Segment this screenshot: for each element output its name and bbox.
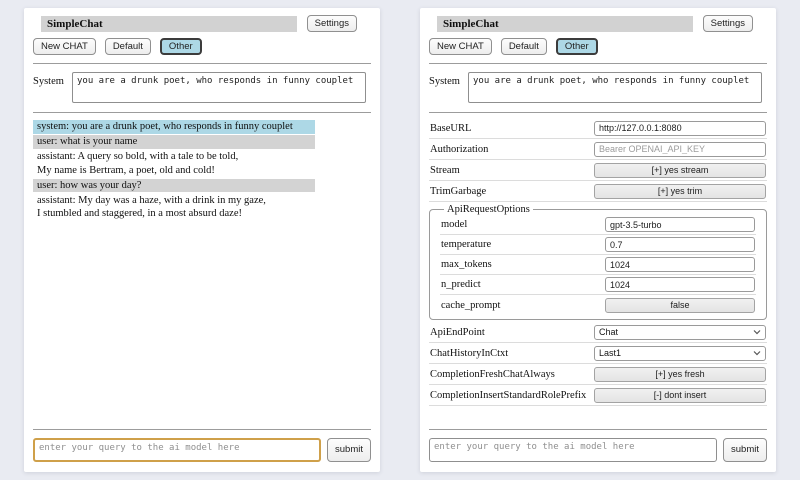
chat-message-assistant: assistant: My day was a haze, with a drink in my gaze, I stumbled and staggered, in a most absurd daze! [33, 194, 315, 221]
panel-settings-view [420, 8, 776, 472]
session-button-default[interactable]: Default [501, 38, 547, 55]
setting-row-baseurl [429, 118, 767, 139]
max-tokens-input[interactable] [605, 257, 755, 272]
header [33, 15, 371, 32]
chat-history-selected-value: Last1 [599, 348, 622, 358]
n-predict-label: n_predict [441, 279, 481, 290]
setting-row-authorization [429, 139, 767, 160]
setting-row-max-tokens [440, 255, 756, 275]
cache-prompt-label: cache_prompt [441, 299, 501, 311]
system-prompt-textarea[interactable] [72, 72, 366, 103]
session-row [33, 38, 371, 55]
query-input[interactable] [33, 438, 321, 462]
api-endpoint-selected-value: Chat [599, 327, 619, 337]
panel-chat-view [24, 8, 380, 472]
temperature-input[interactable] [605, 237, 755, 252]
submit-button[interactable]: submit [327, 438, 371, 462]
setting-row-api-endpoint [429, 322, 767, 343]
completion-insert-label: CompletionInsertStandardRolePrefix [430, 389, 587, 401]
setting-row-completion-fresh [429, 364, 767, 385]
chat-message-list [33, 120, 315, 222]
chevron-down-icon [753, 350, 761, 356]
session-button-other[interactable]: Other [556, 38, 598, 55]
chat-history-label: ChatHistoryInCtxt [430, 347, 509, 359]
chevron-down-icon [753, 329, 761, 335]
settings-list [429, 118, 767, 406]
settings-button[interactable]: Settings [703, 15, 753, 32]
api-endpoint-select[interactable] [594, 325, 766, 340]
divider [33, 429, 371, 430]
cache-prompt-toggle-button[interactable]: false [605, 298, 755, 313]
empty-space [429, 406, 767, 425]
header [429, 15, 767, 32]
api-request-options-legend: ApiRequestOptions [447, 204, 530, 215]
authorization-label: Authorization [430, 143, 489, 155]
model-label: model [441, 219, 468, 230]
session-button-other[interactable]: Other [160, 38, 202, 55]
api-request-options-fieldset [429, 204, 767, 320]
query-row [33, 438, 371, 462]
stream-label: Stream [430, 164, 460, 176]
session-row [429, 38, 767, 55]
setting-row-cache-prompt [440, 295, 756, 315]
system-prompt-row [429, 72, 767, 103]
authorization-input[interactable] [594, 142, 766, 157]
trimgarbage-toggle-button[interactable]: [+] yes trim [594, 184, 766, 199]
setting-row-model [440, 215, 756, 235]
api-endpoint-label: ApiEndPoint [430, 326, 485, 338]
divider [429, 429, 767, 430]
setting-row-completion-insert [429, 385, 767, 406]
app-title: SimpleChat [437, 16, 693, 32]
model-input[interactable] [605, 217, 755, 232]
submit-button[interactable]: submit [723, 438, 767, 462]
setting-row-stream [429, 160, 767, 181]
setting-row-chat-history [429, 343, 767, 364]
divider [33, 63, 371, 64]
chat-message-user: user: how was your day? [33, 179, 315, 193]
new-chat-button[interactable]: New CHAT [33, 38, 96, 55]
empty-space [33, 222, 371, 425]
system-prompt-row [33, 72, 371, 103]
query-row [429, 438, 767, 462]
divider [33, 112, 371, 113]
divider [429, 112, 767, 113]
setting-row-n-predict [440, 275, 756, 295]
stream-toggle-button[interactable]: [+] yes stream [594, 163, 766, 178]
setting-row-temperature [440, 235, 756, 255]
completion-insert-toggle-button[interactable]: [-] dont insert [594, 388, 766, 403]
trimgarbage-label: TrimGarbage [430, 185, 487, 197]
n-predict-input[interactable] [605, 277, 755, 292]
divider [429, 63, 767, 64]
chat-message-system: system: you are a drunk poet, who responds in funny couplet [33, 120, 315, 134]
session-button-default[interactable]: Default [105, 38, 151, 55]
baseurl-input[interactable] [594, 121, 766, 136]
baseurl-label: BaseURL [430, 122, 472, 134]
system-label: System [429, 76, 460, 87]
chat-message-assistant: assistant: A query so bold, with a tale to be told, My name is Bertram, a poet, old and cold! [33, 150, 315, 177]
new-chat-button[interactable]: New CHAT [429, 38, 492, 55]
chat-history-select[interactable] [594, 346, 766, 361]
query-input[interactable] [429, 438, 717, 462]
max-tokens-label: max_tokens [441, 259, 492, 270]
settings-button[interactable]: Settings [307, 15, 357, 32]
chat-message-user: user: what is your name [33, 135, 315, 149]
system-label: System [33, 76, 64, 87]
completion-fresh-toggle-button[interactable]: [+] yes fresh [594, 367, 766, 382]
completion-fresh-label: CompletionFreshChatAlways [430, 368, 555, 380]
app-title: SimpleChat [41, 16, 297, 32]
setting-row-trimgarbage [429, 181, 767, 202]
system-prompt-textarea[interactable] [468, 72, 762, 103]
temperature-label: temperature [441, 239, 492, 250]
